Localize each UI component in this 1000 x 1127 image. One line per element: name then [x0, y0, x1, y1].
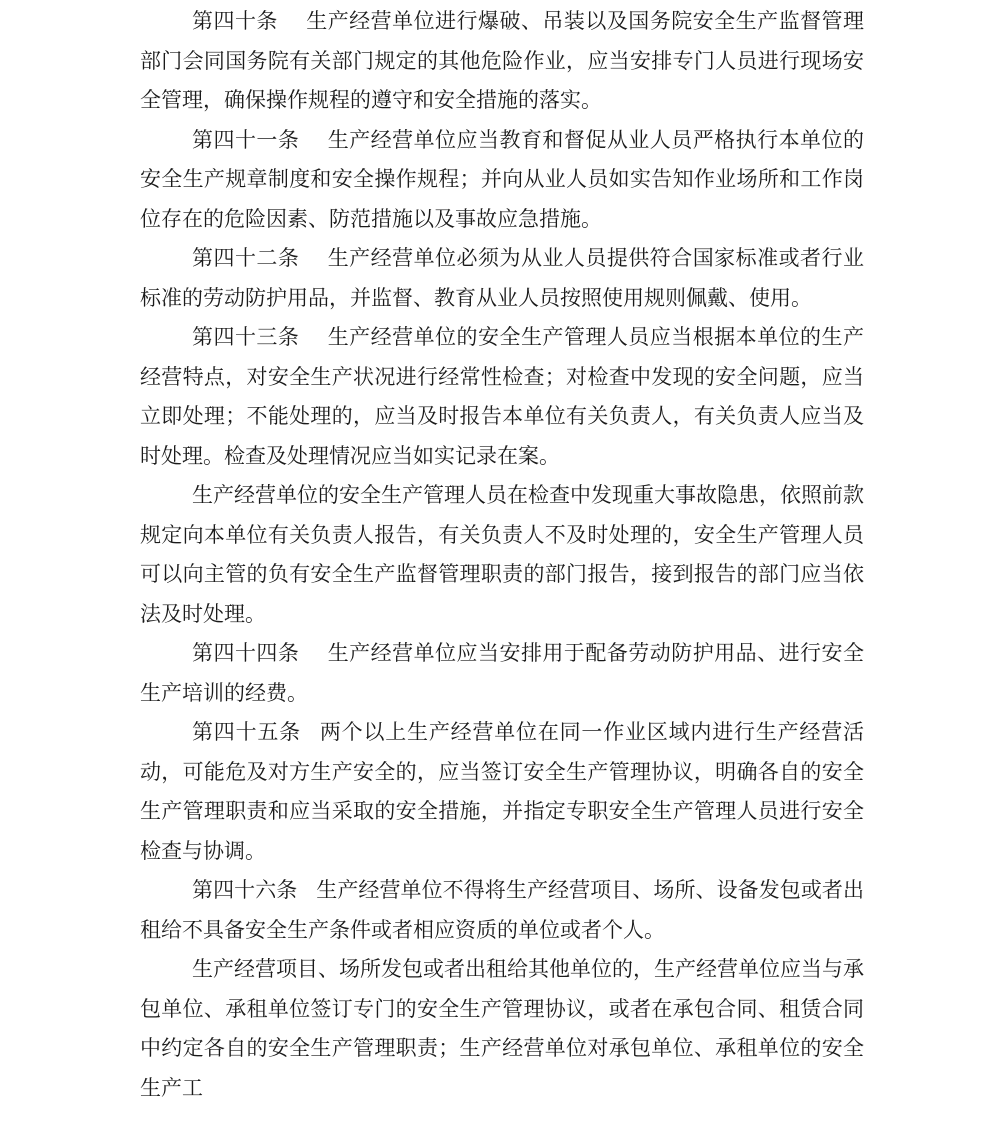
- article-45-paragraph: [140, 713, 864, 871]
- document-page: [140, 2, 864, 1108]
- article-text: 生产经营单位不得将生产经营项目、场所、设备发包或者出租给不具备安全生产条件或者相应资质的单位或者个人。: [140, 878, 865, 942]
- article-43-continuation-paragraph: [140, 476, 864, 634]
- article-41-paragraph: [140, 121, 864, 240]
- article-number: 第四十一条: [192, 127, 300, 152]
- article-text: 两个以上生产经营单位在同一作业区域内进行生产经营活动，可能危及对方生产安全的，应当签订安全生产管理协议，明确各自的安全生产管理职责和应当采取的安全措施，并指定专职安全生产管理人员进行安全检查与协调。: [140, 720, 864, 863]
- article-number: 第四十六条: [192, 878, 298, 902]
- article-number: 第四十条: [192, 9, 278, 33]
- article-number: 第四十四条: [192, 641, 300, 665]
- article-text: 生产经营单位进行爆破、吊装以及国务院安全生产监督管理部门会同国务院有关部门规定的其他危险作业，应当安排专门人员进行现场安全管理，确保操作规程的遵守和安全措施的落实。: [140, 9, 865, 112]
- article-number: 第四十二条: [192, 246, 300, 270]
- paragraph-text: 生产经营项目、场所发包或者出租给其他单位的，生产经营单位应当与承包单位、承租单位签订专门的安全生产管理协议，或者在承包合同、租赁合同中约定各自的安全生产管理职责；生产经营单位对承包单位、承租单位的安全生产工: [140, 957, 864, 1100]
- paragraph-text: 生产经营单位的安全生产管理人员在检查中发现重大事故隐患，依照前款规定向本单位有关负责人报告，有关负责人不及时处理的，安全生产管理人员可以向主管的负有安全生产监督管理职责的部门报告，接到报告的部门应当依法及时处理。: [140, 483, 864, 626]
- article-46-continuation-paragraph: [140, 950, 864, 1108]
- article-40-paragraph: [140, 2, 864, 121]
- article-43-paragraph: [140, 318, 864, 476]
- article-text: 生产经营单位应当安排用于配备劳动防护用品、进行安全生产培训的经费。: [140, 641, 865, 705]
- article-text: 生产经营单位必须为从业人员提供符合国家标准或者行业标准的劳动防护用品，并监督、教育从业人员按照使用规则佩戴、使用。: [140, 246, 865, 310]
- article-46-paragraph: [140, 871, 864, 950]
- article-text: 生产经营单位应当教育和督促从业人员严格执行本单位的安全生产规章制度和安全操作规程；并向从业人员如实告知作业场所和工作岗位存在的危险因素、防范措施以及事故应急措施。: [140, 127, 865, 231]
- article-number: 第四十三条: [192, 325, 300, 349]
- article-text: 生产经营单位的安全生产管理人员应当根据本单位的生产经营特点，对安全生产状况进行经常性检查；对检查中发现的安全问题，应当立即处理；不能处理的，应当及时报告本单位有关负责人，有关负责人应当及时处理。检查及处理情况应当如实记录在案。: [140, 325, 865, 468]
- article-number: 第四十五条: [192, 720, 301, 744]
- article-42-paragraph: [140, 239, 864, 318]
- article-44-paragraph: [140, 634, 864, 713]
